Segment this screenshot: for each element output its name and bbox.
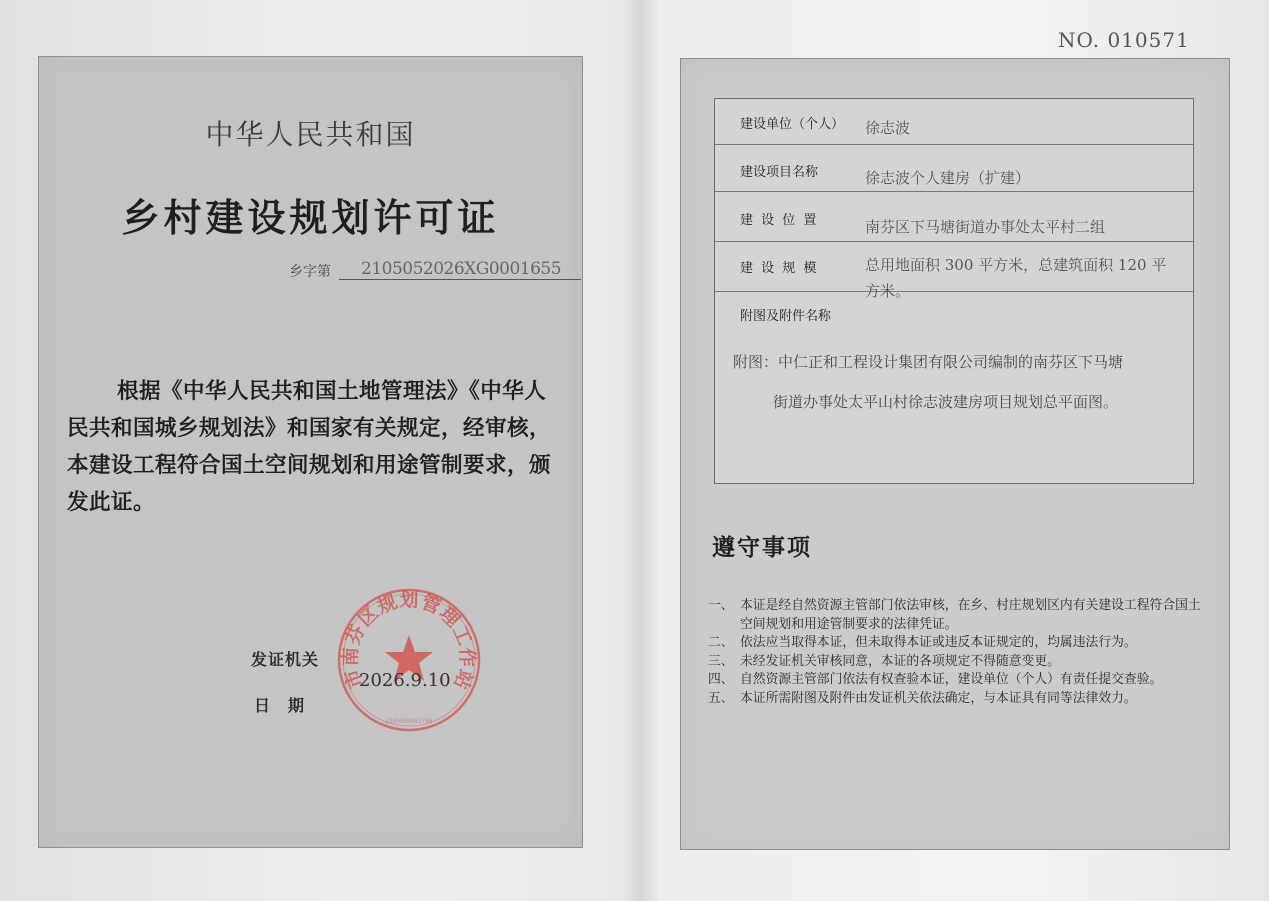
field-label-scale: 建 设 规 模 bbox=[740, 261, 817, 276]
date-label: 日期 bbox=[254, 696, 323, 715]
field-value-applicant: 徐志波 bbox=[865, 119, 911, 137]
list-item: 二、 依法应当取得本证，但未取得本证或违反本证规定的，均属违法行为。 bbox=[708, 635, 1137, 650]
attachments-label: 附图及附件名称 bbox=[740, 309, 832, 324]
certificate-title: 乡村建设规划许可证 bbox=[121, 196, 500, 240]
permit-number: 2105052026XG0001655 bbox=[339, 259, 581, 280]
svg-text:2105060002746: 2105060002746 bbox=[385, 718, 433, 725]
field-label-applicant: 建设单位（个人） bbox=[740, 117, 845, 132]
issue-date: 2026.9.10 bbox=[359, 670, 451, 691]
table-row bbox=[715, 145, 1193, 192]
serial-number: NO. 010571 bbox=[1058, 28, 1190, 52]
official-seal-icon bbox=[334, 585, 484, 735]
field-value-scale: 总用地面积 300 平方米，总建筑面积 120 平方米。 bbox=[865, 256, 1167, 300]
seal-text: 市南芬区规划管理工作站 bbox=[339, 589, 478, 694]
country-name: 中华人民共和国 bbox=[205, 118, 416, 151]
notice-heading: 遵守事项 bbox=[712, 535, 812, 561]
certificate-body: 根据《中华人民共和国土地管理法》《中华人民共和国城乡规划法》和国家有关规定，经审核，本建设工程符合国土空间规划和用途管制要求，颁发此证。 bbox=[67, 379, 552, 515]
field-value-project-name: 徐志波个人建房（扩建） bbox=[865, 169, 1031, 187]
list-item: 四、 自然资源主管部门依法有权查验本证，建设单位（个人）有责任提交查验。 bbox=[708, 672, 1163, 687]
list-item: 三、 未经发证机关审核同意，本证的各项规定不得随意变更。 bbox=[708, 653, 1060, 669]
issuer-label: 发证机关 bbox=[251, 650, 320, 669]
table-row bbox=[715, 242, 1193, 300]
list-item: 五、 本证所需附图及附件由发证机关依法确定，与本证具有同等法律效力。 bbox=[708, 690, 1137, 706]
notice-list bbox=[708, 597, 1208, 708]
project-info-table bbox=[714, 98, 1194, 484]
table-row bbox=[715, 192, 1193, 242]
field-label-project-name: 建设项目名称 bbox=[740, 165, 819, 180]
field-label-location: 建 设 位 置 bbox=[740, 213, 817, 228]
attachments-line-2: 街道办事处太平山村徐志波建房项目规划总平面图。 bbox=[773, 393, 1119, 411]
attachments-line-1: 附图：中仁正和工程设计集团有限公司编制的南芬区下马塘 bbox=[733, 353, 1124, 371]
field-value-location: 南芬区下马塘街道办事处太平村二组 bbox=[865, 218, 1106, 236]
list-item: 一、 本证是经自然资源主管部门依法审核，在乡、村庄规划区内有关建设工程符合国土空间规划和用途管制要求的法律凭证。 bbox=[708, 598, 1201, 632]
left-page bbox=[38, 56, 583, 848]
right-page bbox=[680, 58, 1230, 850]
table-row bbox=[715, 99, 1193, 145]
permit-prefix: 乡字第 bbox=[289, 264, 331, 280]
attachments-text bbox=[733, 342, 1188, 422]
